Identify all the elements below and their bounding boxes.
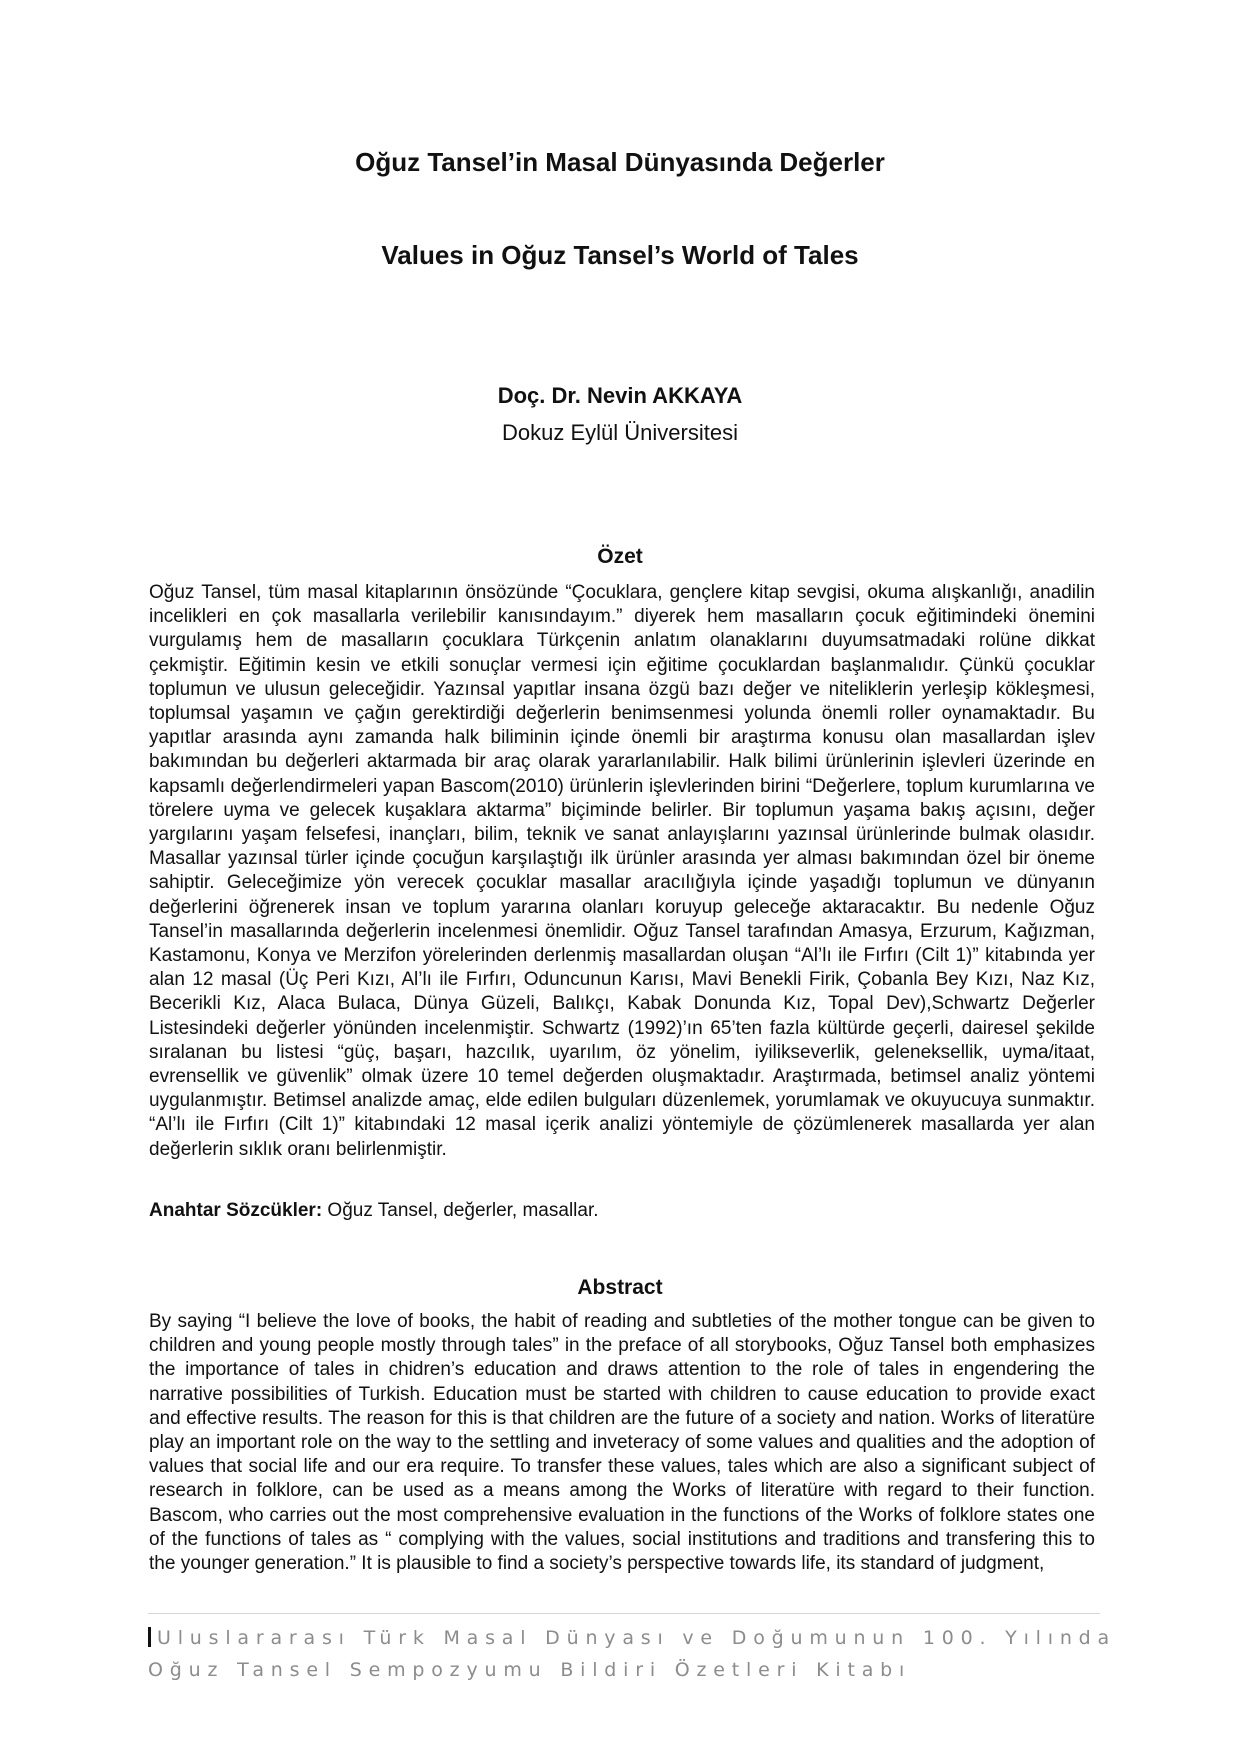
page-footer (148, 1622, 1116, 1686)
keywords-text: Oğuz Tansel, değerler, masallar. (322, 1200, 599, 1221)
footer-divider (148, 1613, 1100, 1614)
paper-title-turkish: Oğuz Tansel’in Masal Dünyasında Değerler (355, 147, 885, 177)
ozet-paragraph: Oğuz Tansel, tüm masal kitaplarının önsözünde “Çocuklara, gençlere kitap sevgisi, okuma alışkanlığı, anadilin incelikleri en çok masallarla verilebilir kanısındayım.” diyerek hem masalların çocuk eğitimindeki önemini vurgulamış hem de masalların çocuklara Türkçenin anlatım olanaklarını duyumsatmadaki rolüne dikkat çekmiştir. Eğitimin kesin ve etkili sonuçlar vermesi için eğitime çocuklardan başlanmalıdır. Çünkü çocuklar toplumun ve ulusun geleceğidir. Yazınsal yapıtlar insana özgü bazı değer ve niteliklerin yerleşip kökleşmesi, toplumsal yaşamın ve çağın gerektirdiği değerlerin benimsenmesi yolunda önemli roller oynamaktadır. Bu yapıtlar arasında aynı zamanda halk biliminin içinde önemli bir araştırma konusu olan masallardan işlev bakımından bu değerleri aktarmada bir araç olarak yararlanılabilir. Halk bilimi ürünlerinin işlevleri üzerinde en kapsamlı değerlendirmeleri yapan Bascom(2010) ürünlerin işlevlerinden birini “Değerlere, toplum kurumlarına ve törelere uyma ve gelecek kuşaklara aktarma” biçiminde belirler. Bir toplumun yaşama bakış açısını, değer yargılarını yaşam felsefesi, inançları, bilim, teknik ve sanat anlayışlarını yazınsal ürünlerinde bulmak olasıdır. Masallar yazınsal türler içinde çocuğun karşılaştığı ilk ürünler arasında yer alması bakımından özel bir öneme sahiptir. Geleceğimize yön verecek çocuklar masallar aracılığıyla içinde yaşadığı toplumun ve dünyanın değerlerini öğrenerek insan ve toplum yararına olanları koruyup geleceğe aktaracaktır. Bu nedenle Oğuz Tansel’in masallarında değerlerin incelenmesi önemlidir. Oğuz Tansel tarafından Amasya, Erzurum, Kağızman, Kastamonu, Konya ve Merzifon yörelerinden derlenmiş masallardan oluşan “Al’lı ile Fırfırı (Cilt 1)” kitabında yer alan 12 masal (Üç Peri Kızı, Al’lı ile Fırfırı, Oduncunun Karısı, Mavi Benekli Firik, Çobanla Bey Kızı, Naz Kız, Becerikli Kız, Alaca Bulaca, Dünya Güzeli, Balıkçı, Kabak Donunda Kız, Topal Dev),Schwartz Değerler Listesindeki değerler yönünden incelenmiştir. Schwartz (1992)’ın 65’ten fazla kültürde geçerli, dairesel şekilde sıralanan bu listesi “güç, başarı, hazcılık, uyarılım, öz yönelim, iyilikseverlik, geleneksellik, uyma/itaat, evrensellik ve güvenlik” olmak üzere 10 temel değerden oluşmaktadır. Araştırmada, betimsel analiz yöntemi uygulanmıştır. Betimsel analizde amaç, elde edilen bulguları düzenlemek, yorumlamak ve okuyucuya sunmaktır. “Al’lı ile Fırfırı (Cilt 1)” kitabındaki 12 masal içerik analizi yöntemiyle de çözümlenerek masallarda yer alan değerlerin sıklık oranı belirlenmiştir. (149, 582, 1095, 1160)
keywords-label: Anahtar Sözcükler: (149, 1200, 323, 1221)
footer-line-1 (148, 1622, 1116, 1654)
ozet-heading: Özet (597, 545, 643, 568)
footer-line-2: Oğuz Tansel Sempozyumu Bildiri Özetleri Kitabı (148, 1659, 912, 1681)
author-affiliation: Dokuz Eylül Üniversitesi (502, 420, 738, 445)
author-name: Doç. Dr. Nevin AKKAYA (497, 383, 743, 408)
footer-line-1-text: Uluslararası Türk Masal Dünyası ve Doğumunun 100. Yılında (157, 1627, 1116, 1649)
keywords-line (149, 1199, 599, 1223)
abstract-paragraph: By saying “I believe the love of books, the habit of reading and subtleties of the mother tongue can be given to children and young people mostly through tales” in the preface of all storybooks, Oğuz Tansel both emphasizes the importance of tales in chidren’s education and draws attention to the role of tales in engendering the narrative possibilities of Turkish. Education must be started with children to cause education to provide exact and effective results. The reason for this is that children are the future of a society and nation. Works of literatüre play an important role on the way to the settling and inveteracy of some values and qualities and the adoption of values that social life and our era require. To transfer these values, tales which are also a significant subject of research in folklore, can be used as a means among the Works of literatüre with regard to their function. Bascom, who carries out the most comprehensive evaluation in the functions of the Works of folklore states one of the functions of tales as “ complying with the values, social institutions and traditions and transfering this to the younger generation.” It is plausible to find a society’s perspective towards life, its standard of judgment, (149, 1311, 1095, 1575)
abstract-heading: Abstract (577, 1276, 663, 1299)
paper-title-english: Values in Oğuz Tansel’s World of Tales (381, 240, 859, 270)
footer-bar-icon (148, 1627, 151, 1647)
